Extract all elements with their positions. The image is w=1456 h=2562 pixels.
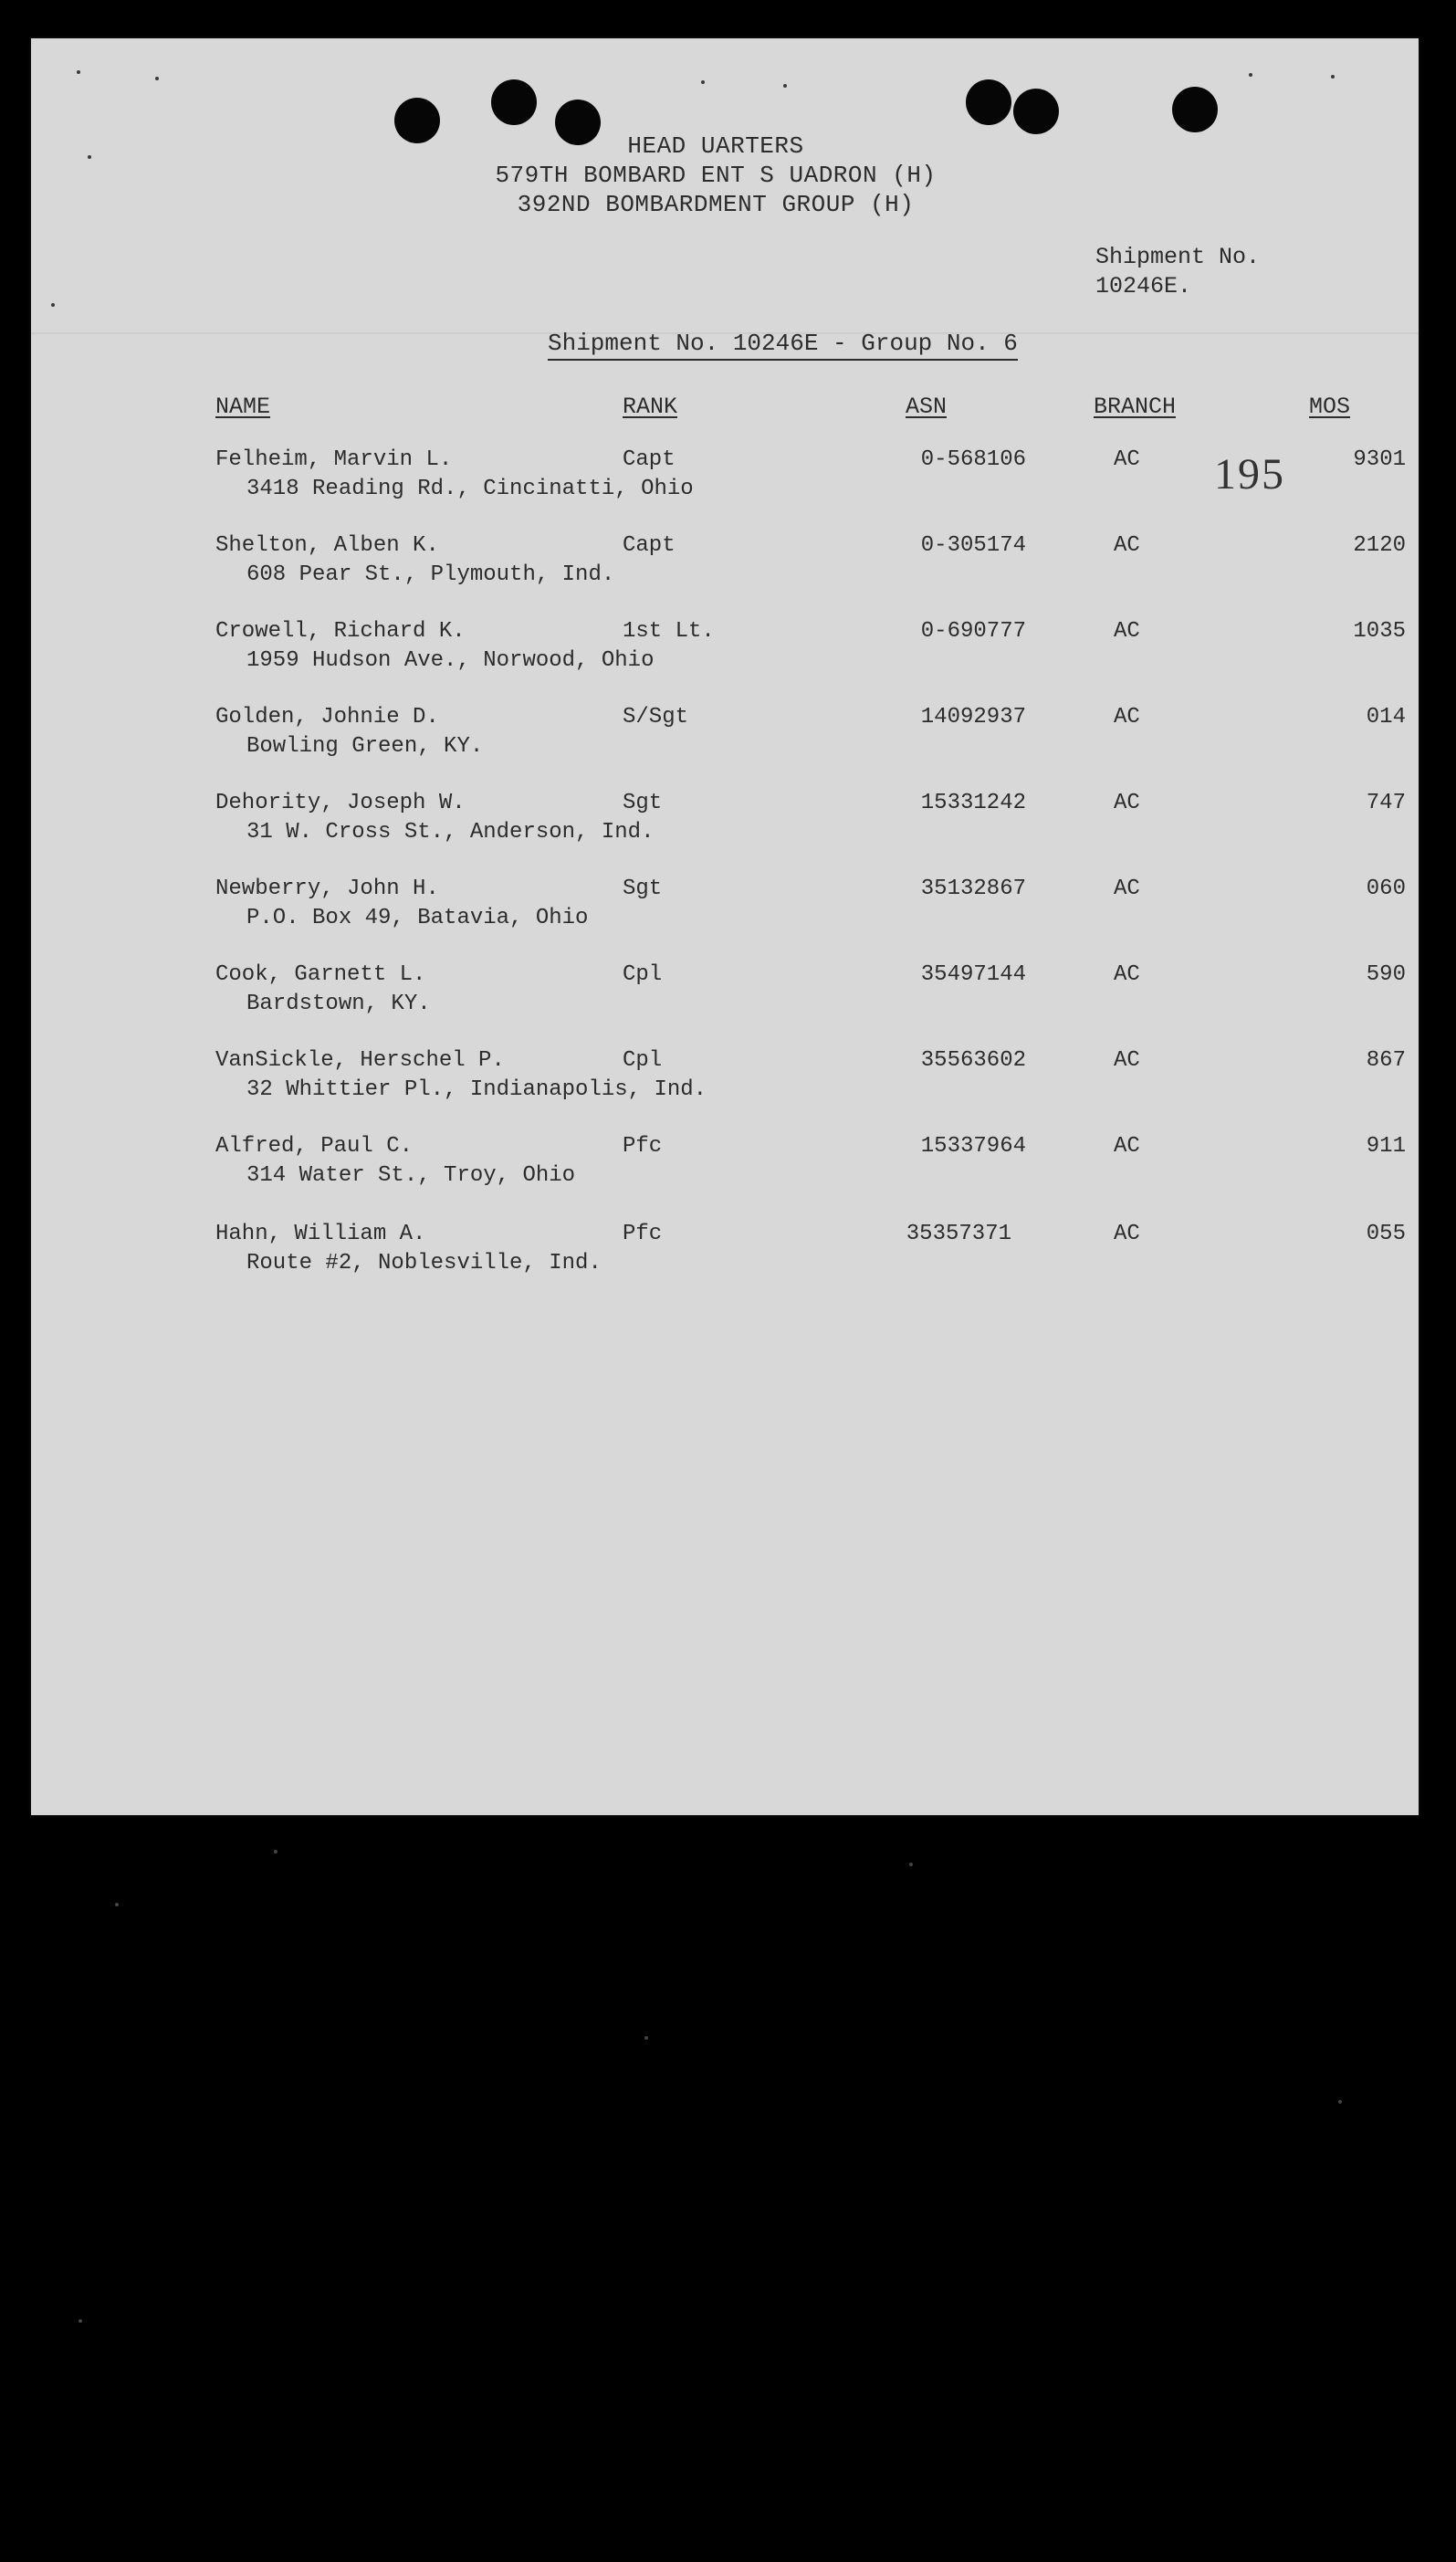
column-header-branch: BRANCH [1094,394,1177,420]
person-branch: AC [1114,1134,1140,1159]
person-asn: 35563602 [920,1048,1026,1073]
person-asn: 14092937 [920,705,1026,730]
person-address: Bowling Green, KY. [246,734,484,759]
personnel-row [31,789,1419,871]
person-mos: 060 [1366,877,1406,901]
person-name: Cook, Garnett L. [215,962,426,987]
person-branch: AC [1114,877,1140,901]
person-branch: AC [1114,705,1140,730]
person-mos: 2120 [1353,533,1406,558]
person-branch: AC [1114,791,1140,815]
person-rank: 1st Lt. [623,619,715,644]
person-name: VanSickle, Herschel P. [215,1048,505,1073]
letterhead-line-1: HEAD UARTERS [627,132,804,160]
dust-speck [1249,73,1252,77]
person-name: Shelton, Alben K. [215,533,439,558]
person-name: Felheim, Marvin L. [215,447,453,472]
person-address: 3418 Reading Rd., Cincinatti, Ohio [246,477,694,501]
person-branch: AC [1114,619,1140,644]
personnel-row [31,617,1419,699]
person-branch: AC [1114,447,1140,472]
person-address: 31 W. Cross St., Anderson, Ind. [246,820,655,845]
background-speck [1338,2100,1342,2104]
page-number-stamp: 195 [1214,450,1285,499]
person-address: Route #2, Noblesville, Ind. [246,1251,602,1276]
person-address: 314 Water St., Troy, Ohio [246,1163,576,1188]
personnel-row [31,875,1419,957]
person-rank: Sgt [623,791,663,815]
person-asn: 15331242 [920,791,1026,815]
person-branch: AC [1114,533,1140,558]
person-rank: Pfc [623,1134,663,1159]
person-address: Bardstown, KY. [246,992,431,1016]
document-page [31,38,1419,1815]
person-mos: 911 [1366,1134,1406,1159]
dust-speck [77,70,80,74]
column-header-name: NAME [215,394,271,420]
letterhead-line-2: 579TH BOMBARD ENT S UADRON (H) [495,162,937,189]
dust-speck [51,303,55,307]
person-rank: Cpl [623,962,663,987]
person-mos: 014 [1366,705,1406,730]
background-speck [909,1863,913,1866]
dust-speck [783,84,787,88]
dust-speck [701,80,705,84]
punch-hole [1172,87,1218,132]
person-rank: Sgt [623,877,663,901]
shipment-title: Shipment No. 10246E - Group No. 6 [548,329,1018,361]
person-asn: 0-568106 [920,447,1026,472]
shipment-reference-number: 10246E. [1095,273,1192,299]
person-asn: 35357371 [906,1222,1011,1246]
dust-speck [88,155,91,159]
person-asn: 0-690777 [920,619,1026,644]
person-branch: AC [1114,1048,1140,1073]
letterhead [396,131,1035,219]
person-mos: 9301 [1353,447,1406,472]
dust-speck [1331,75,1335,79]
person-rank: Capt [623,533,676,558]
background-speck [274,1850,278,1853]
person-name: Newberry, John H. [215,877,439,901]
column-header-asn: ASN [906,394,948,420]
person-rank: S/Sgt [623,705,689,730]
person-name: Hahn, William A. [215,1222,426,1246]
person-address: P.O. Box 49, Batavia, Ohio [246,906,589,930]
person-address: 1959 Hudson Ave., Norwood, Ohio [246,648,655,673]
person-mos: 1035 [1353,619,1406,644]
person-mos: 590 [1366,962,1406,987]
person-name: Crowell, Richard K. [215,619,466,644]
background-speck [79,2319,82,2323]
shipment-reference [1095,243,1260,301]
personnel-row [31,531,1419,614]
person-address: 608 Pear St., Plymouth, Ind. [246,562,615,587]
person-name: Alfred, Paul C. [215,1134,414,1159]
personnel-row [31,1220,1419,1302]
person-name: Dehority, Joseph W. [215,791,466,815]
dust-speck [155,77,159,80]
person-branch: AC [1114,1222,1140,1246]
person-rank: Pfc [623,1222,663,1246]
person-address: 32 Whittier Pl., Indianapolis, Ind. [246,1077,707,1102]
person-rank: Cpl [623,1048,663,1073]
punch-hole [491,79,537,125]
background-speck [644,2036,648,2040]
person-asn: 35132867 [920,877,1026,901]
person-rank: Capt [623,447,676,472]
punch-hole [966,79,1011,125]
letterhead-line-3: 392ND BOMBARDMENT GROUP (H) [517,191,915,218]
personnel-row [31,1046,1419,1129]
personnel-row [31,703,1419,785]
person-asn: 35497144 [920,962,1026,987]
person-mos: 867 [1366,1048,1406,1073]
person-mos: 055 [1366,1222,1406,1246]
person-name: Golden, Johnie D. [215,705,439,730]
column-header-mos: MOS [1309,394,1351,420]
punch-hole [1013,89,1059,134]
person-mos: 747 [1366,791,1406,815]
shipment-reference-label: Shipment No. [1095,244,1261,270]
person-asn: 0-305174 [920,533,1026,558]
person-asn: 15337964 [920,1134,1026,1159]
personnel-row [31,1132,1419,1214]
personnel-row [31,961,1419,1043]
person-branch: AC [1114,962,1140,987]
personnel-row [31,446,1419,528]
column-header-rank: RANK [623,394,678,420]
background-speck [115,1903,119,1906]
